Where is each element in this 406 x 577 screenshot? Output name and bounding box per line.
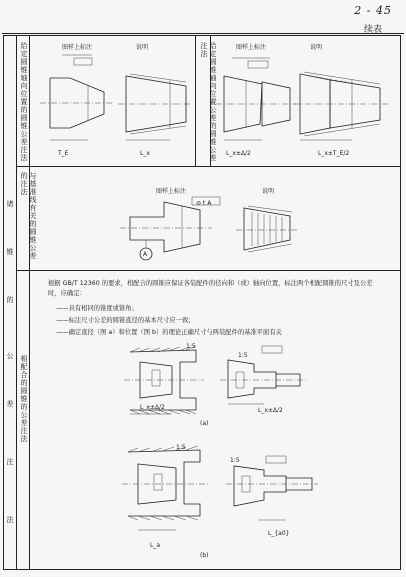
row4-label: 相配合的圆锥的公差注法: [20, 355, 28, 443]
row3-label: 与基准线有关的圆锥公差的注法: [20, 172, 37, 260]
left-char-6: 法: [6, 516, 14, 524]
row1-right-cone-drawing: [118, 74, 192, 140]
row1-dim-left: T_E: [58, 150, 69, 157]
row4-fig-b-shaft-drawing: [226, 456, 318, 520]
row2-fig-right-title: 说明: [310, 44, 323, 51]
row4-dim-b-left: L_a: [150, 542, 161, 549]
page-number: 2 - 45: [354, 4, 392, 17]
row3-fig-right-title: 说明: [262, 188, 275, 195]
row2-label: 给定圆锥轴向位置公差的圆锥公差注法: [200, 42, 217, 162]
row4-taper-b-right: 1:5: [230, 457, 240, 464]
row4-item-1: ——具有相同的锥度或锥角；: [56, 305, 138, 312]
row4-fig-a-hole-drawing: [124, 346, 204, 414]
left-char-1: 锥: [6, 248, 14, 256]
row4-dim-a-right: L_x±Δ/2: [258, 407, 283, 414]
row1-left-cone-drawing: [40, 55, 112, 140]
row2-fig-left-title: 图样上标注: [236, 44, 267, 51]
row2-dim-right: L_x±T_E/2: [318, 150, 350, 157]
row4-taper-b-left: 1:5: [176, 444, 186, 451]
row1-dim-right: L_x: [140, 150, 150, 157]
row3-fig-left-title: 图样上标注: [156, 188, 187, 195]
row2-dim-left: L_x±Δ/2: [226, 150, 251, 157]
continued-label: 续表: [363, 25, 382, 35]
row4-taper-a-left: 1:5: [186, 343, 196, 350]
row1-fig-right-title: 说明: [136, 44, 149, 51]
row4-taper-a-right: 1:5: [238, 352, 248, 359]
row4-paragraph: 根据 GB/T 12360 的要求，相配合的圆锥应保证各装配件的径向和（或）轴向位置，标注两个相配圆锥的尺寸及公差时，应确定：: [48, 280, 373, 297]
row4-fig-a-shaft-drawing: [220, 346, 306, 404]
left-char-5: 注: [6, 458, 14, 466]
row4-dim-b-right: L_{a0}: [268, 530, 290, 537]
row4-dim-a-left: L_x±Δ/2: [140, 404, 165, 411]
left-char-0: 诸: [6, 200, 14, 208]
row1-fig-left-title: 图样上标注: [62, 44, 93, 51]
row3-feature-frame: ⊘ t A: [196, 200, 212, 207]
row4-fig-a-caption: (a): [200, 420, 209, 427]
row4-item-3: ——确定直径（图 a）和位置（图 b）的理论正确尺寸与两装配件的基准平面有关: [56, 329, 282, 336]
row3-right-cone-drawing: [236, 206, 298, 252]
row4-item-2: ——标注尺寸公差的圆锥直径的基本尺寸应一致；: [56, 317, 195, 324]
left-char-4: 差: [6, 400, 14, 408]
row3-datum-letter: A: [143, 251, 148, 258]
row2-left-cone-drawing: [216, 58, 296, 140]
row1-label: 给定圆锥轴向位置的圆锥公差注法: [20, 42, 28, 162]
row4-fig-b-caption: (b): [200, 552, 209, 559]
left-char-3: 公: [6, 352, 14, 360]
left-char-2: 的: [6, 296, 14, 304]
row3-left-shaft-drawing: [120, 197, 220, 260]
row2-right-cone-drawing: [294, 72, 388, 140]
row4-fig-b-hole-drawing: [122, 446, 208, 530]
